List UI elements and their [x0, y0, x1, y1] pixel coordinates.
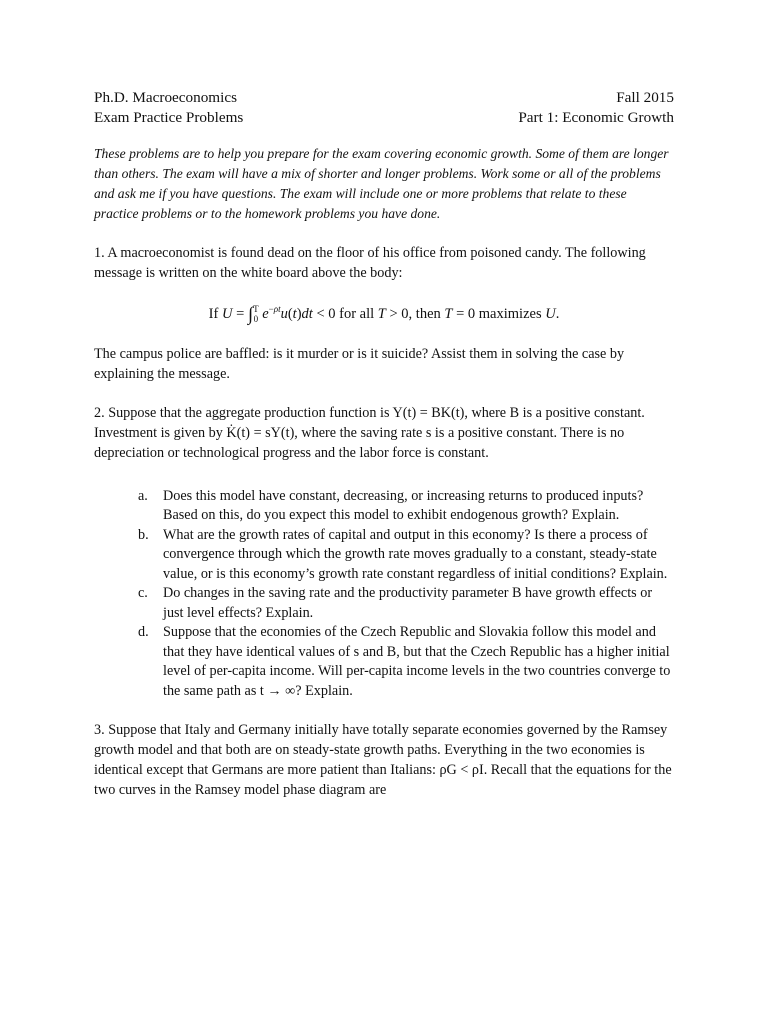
- document-title: Exam Practice Problems: [94, 109, 244, 126]
- course-title: Ph.D. Macroeconomics: [94, 89, 237, 106]
- list-item: [138, 584, 674, 623]
- part-mark: c.: [138, 585, 148, 602]
- list-item: [138, 623, 674, 701]
- list-item: [138, 487, 674, 526]
- header-row-1: [94, 88, 674, 108]
- part-mark: d.: [138, 624, 149, 641]
- part-text: Suppose that the economies of the Czech Republic and Slovakia follow this model and that they have identical values of s and B, but that the Czech Republic has a higher initial level of per-capita income. Will per-capita income levels in the two countries converge to the same path as t → ∞? Explain.: [163, 624, 671, 699]
- question-3-text: 3. Suppose that Italy and Germany initially have totally separate economies governed by the Ramsey growth model and that both are on steady-state growth paths. Everything in the two economies is identical except that Germans are more patient than Italians: ρG < ρI. Recall that the equations for the two curves in the Ramsey model phase diagram are: [94, 722, 672, 799]
- question-1-formula: [94, 302, 674, 325]
- document-page: [94, 88, 674, 800]
- list-item: [138, 526, 674, 585]
- formula-rendered: If U = ∫T 0 $e^{-\rho t}u(t)dt < 0$ for all T > 0, then T = 0 maximizes U.: [208, 303, 560, 325]
- question-1-text: 1. A macroeconomist is found dead on the floor of his office from poisoned candy. The following message is written on the white board above the body:: [94, 245, 646, 281]
- part-title: Part 1: Economic Growth: [518, 109, 674, 126]
- intro-paragraph: These problems are to help you prepare for the exam covering economic growth. Some of them are longer than others. The exam will have a mix of shorter and longer problems. Work some or all of the problems and ask me if you have questions. The exam will include one or more problems that relate to these practice problems or to the homework problems you have done.: [94, 146, 669, 221]
- question-2-parts: [94, 487, 674, 702]
- part-text: Does this model have constant, decreasing, or increasing returns to produced inputs? Based on this, do you expect this model to exhibit endogenous growth? Explain.: [163, 487, 644, 524]
- part-mark: b.: [138, 526, 149, 543]
- question-2-text: 2. Suppose that the aggregate production function is Y(t) = BK(t), where B is a positive constant. Investment is given by K̇(t) = sY(t), where the saving rate s is a positive constant. There is no depreciation or technological progress and the labor force is constant.: [94, 404, 645, 461]
- part-text: What are the growth rates of capital and output in this economy? Is there a process of convergence through which the growth rate moves gradually to a constant, steady-state value, or is this economy’s growth rate constant regardless of initial conditions? Explain.: [163, 526, 668, 582]
- term-label: Fall 2015: [616, 89, 674, 106]
- part-text: Do changes in the saving rate and the productivity parameter B have growth effects or just level effects? Explain.: [163, 585, 653, 621]
- header-row-2: [94, 108, 674, 128]
- question-1-followup: The campus police are baffled: is it murder or is it suicide? Assist them in solving the case by explaining the message.: [94, 345, 625, 382]
- part-mark: a.: [138, 487, 148, 504]
